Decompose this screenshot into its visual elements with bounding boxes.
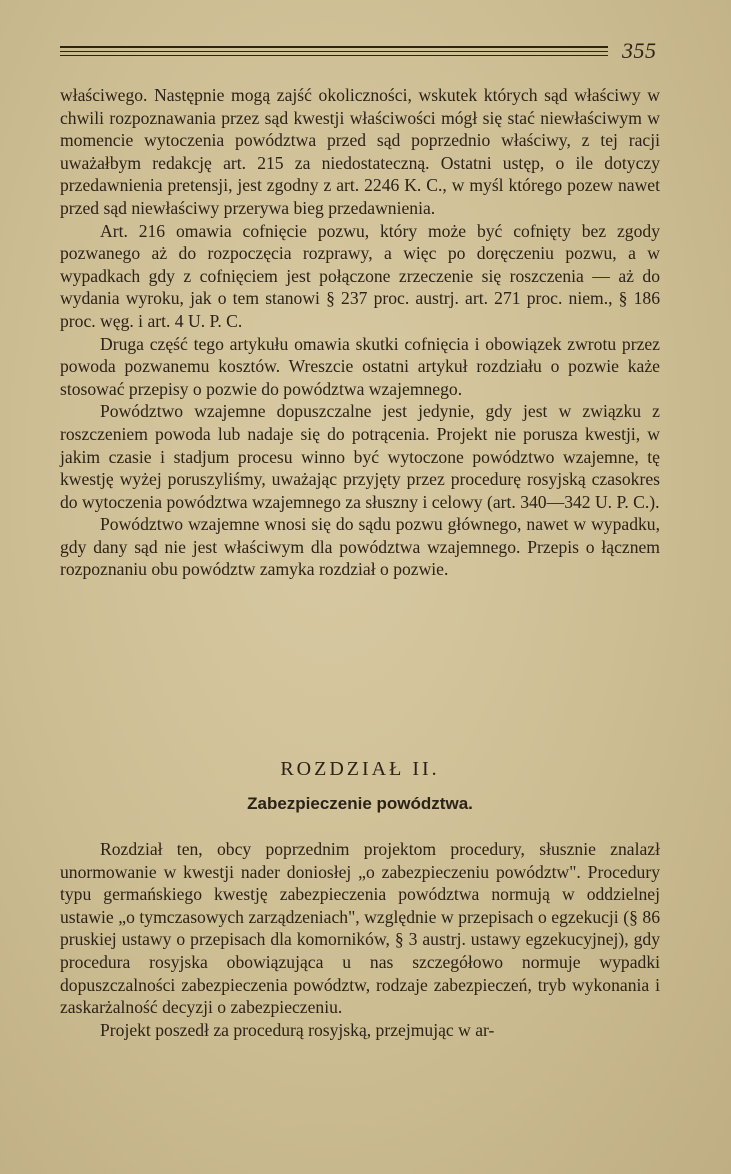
paragraph: Rozdział ten, obcy poprzednim projektom procedury, słusznie znalazł unormowanie w kwestji nader doniosłej „o zabezpieczeniu powództw". Procedury typu germańskiego kwestję zabezpieczenia powództwa normują w oddzielnej ustawie „o tymczasowych zarządzeniach", względnie w przepisach o egzekucji (§ 86 pruskiej ustawy o przepisach dla komorników, § 3 austrj. ustawy egzekucyjnej), gdy procedura rosyjska obowiązująca u nas szczegółowo normuje wypadki dopuszczalności zabezpieczenia powództw, rodzaje zabezpieczeń, tryb wykonania i zaskarżalność decyzji o zabezpieczeniu. (60, 839, 660, 1018)
header-rule (60, 55, 608, 56)
body-text (60, 84, 660, 581)
paragraph: Druga część tego artykułu omawia skutki cofnięcia i obowiązek zwrotu przez powoda pozwanemu kosztów. Wreszcie ostatni artykuł rozdziału o pozwie każe stosować przepisy o pozwie do powództwa wzajemnego. (60, 333, 660, 399)
chapter-subtitle: Zabezpieczenie powództwa. (247, 794, 473, 813)
header-rule (60, 46, 608, 48)
paragraph: Art. 216 omawia cofnięcie pozwu, który może być cofnięty bez zgody pozwanego aż do rozpoczęcia rozprawy, a więc po doręczeniu pozwu, a w wypadkach gdy z cofnięciem jest połączone zrzeczenie się roszczenia — aż do wydania wyroku, jak o tem stanowi § 237 proc. austrj. art. 271 proc. niem., § 186 proc. węg. i art. 4 U. P. C. (60, 220, 660, 331)
page-header (60, 40, 660, 68)
chapter-text (60, 838, 660, 1041)
paragraph: Powództwo wzajemne wnosi się do sądu pozwu głównego, nawet w wypadku, gdy dany sąd nie jest właściwym dla powództwa wzajemnego. Przepis o łącznem rozpoznaniu obu powództw zamyka rozdział o pozwie. (60, 514, 660, 580)
paragraph: Projekt poszedł za procedurą rosyjską, przejmując w ar- (100, 1019, 495, 1040)
page-number: 355 (622, 38, 657, 63)
paragraph: właściwego. Następnie mogą zajść okoliczności, wskutek których sąd właściwy w chwili rozpoznawania przez sąd kwestji właściwości mógł się stać niewłaściwym w momencie wytoczenia powództwa przed sąd poprzednio właściwy, z tej racji uważałbym redakcję art. 215 za niedostateczną. Ostatni ustęp, o ile dotyczy przedawnienia pretensji, jest zgodny z art. 2246 K. C., w myśl którego pozew nawet przed sąd niewłaściwy przerywa bieg przedawnienia. (60, 85, 660, 218)
paragraph: Powództwo wzajemne dopuszczalne jest jedynie, gdy jest w związku z roszczeniem powoda lub nadaje się do potrącenia. Projekt nie porusza kwestji, w jakim czasie i stadjum procesu winno być wytoczone powództwo wzajemne, tę kwestję wyżej poruszyliśmy, uważając przyjęty przez procedurę rosyjską czasokres do wytoczenia powództwa wzajemnego za słuszny i celowy (art. 340—342 U. P. C.). (60, 401, 660, 512)
chapter-title: ROZDZIAŁ II. (280, 758, 440, 780)
header-rule (60, 51, 608, 52)
